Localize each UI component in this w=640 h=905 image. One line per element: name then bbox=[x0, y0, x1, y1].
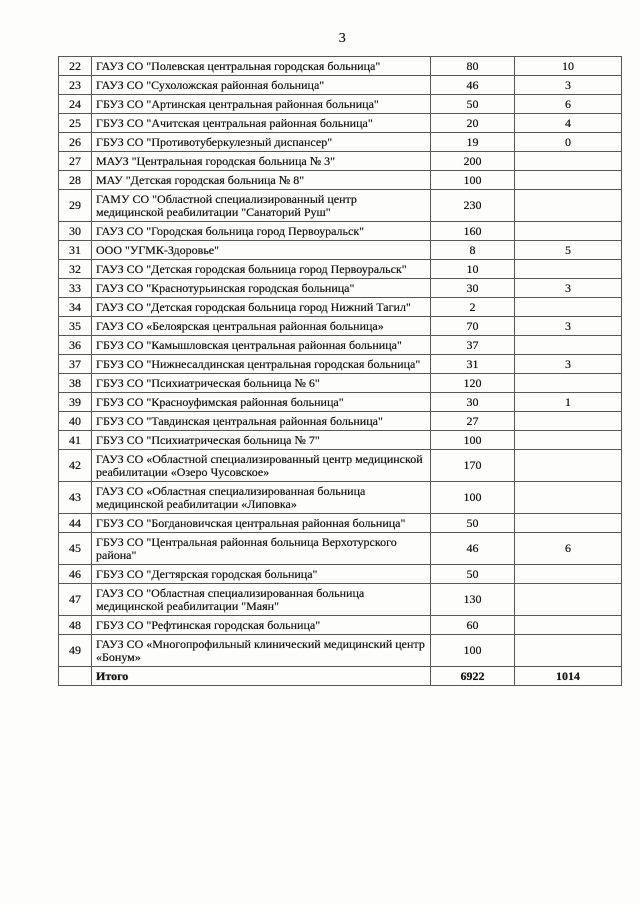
table-row bbox=[59, 76, 622, 95]
facility-name: ГБУЗ СО "Нижнесалдинская центральная городская больница" bbox=[92, 355, 431, 374]
page-number: 3 bbox=[338, 31, 347, 46]
table-row bbox=[59, 317, 622, 336]
table-row bbox=[59, 336, 622, 355]
value-col-1: 60 bbox=[431, 616, 515, 635]
value-col-1: 19 bbox=[431, 133, 515, 152]
table-row bbox=[59, 393, 622, 412]
facility-name: ГБУЗ СО "Противотуберкулезный диспансер" bbox=[92, 133, 431, 152]
value-col-2 bbox=[515, 222, 622, 241]
table-row bbox=[59, 584, 622, 616]
row-number: 29 bbox=[59, 190, 92, 222]
table-row bbox=[59, 152, 622, 171]
total-row bbox=[59, 667, 622, 686]
table-row bbox=[59, 279, 622, 298]
total-value-1: 6922 bbox=[431, 667, 515, 686]
facility-name: ГБУЗ СО "Дегтярская городская больница" bbox=[92, 565, 431, 584]
facility-name: ГБУЗ СО "Тавдинская центральная районная больница" bbox=[92, 412, 431, 431]
row-number: 27 bbox=[59, 152, 92, 171]
facility-name: ГБУЗ СО "Психиатрическая больница № 6" bbox=[92, 374, 431, 393]
table-row bbox=[59, 241, 622, 260]
value-col-1: 100 bbox=[431, 171, 515, 190]
facility-name: ГБУЗ СО "Ачитская центральная районная больница" bbox=[92, 114, 431, 133]
row-number: 37 bbox=[59, 355, 92, 374]
hospitals-table bbox=[58, 56, 622, 686]
row-number: 40 bbox=[59, 412, 92, 431]
row-number: 42 bbox=[59, 450, 92, 482]
row-number: 39 bbox=[59, 393, 92, 412]
row-number: 34 bbox=[59, 298, 92, 317]
row-number: 43 bbox=[59, 482, 92, 514]
row-number: 31 bbox=[59, 241, 92, 260]
value-col-1: 2 bbox=[431, 298, 515, 317]
row-number: 35 bbox=[59, 317, 92, 336]
value-col-2 bbox=[515, 616, 622, 635]
table-row bbox=[59, 190, 622, 222]
value-col-2: 3 bbox=[515, 76, 622, 95]
value-col-1: 160 bbox=[431, 222, 515, 241]
value-col-2 bbox=[515, 336, 622, 355]
value-col-1: 130 bbox=[431, 584, 515, 616]
facility-name: ГАУЗ СО "Краснотурьинская городская больница" bbox=[92, 279, 431, 298]
table-row bbox=[59, 514, 622, 533]
facility-name: ГБУЗ СО "Камышловская центральная районная больница" bbox=[92, 336, 431, 355]
row-number: 49 bbox=[59, 635, 92, 667]
value-col-2: 5 bbox=[515, 241, 622, 260]
table-row bbox=[59, 171, 622, 190]
row-number: 33 bbox=[59, 279, 92, 298]
facility-name: ГАУЗ СО «Областной специализированный центр медицинской реабилитации «Озеро Чусовское» bbox=[92, 450, 431, 482]
table-row bbox=[59, 565, 622, 584]
value-col-2: 4 bbox=[515, 114, 622, 133]
value-col-2: 6 bbox=[515, 95, 622, 114]
value-col-2 bbox=[515, 374, 622, 393]
facility-name: ГАУЗ СО «Многопрофильный клинический медицинский центр «Бонум» bbox=[92, 635, 431, 667]
facility-name: ГБУЗ СО "Рефтинская городская больница" bbox=[92, 616, 431, 635]
value-col-2 bbox=[515, 190, 622, 222]
value-col-2: 10 bbox=[515, 57, 622, 76]
facility-name: ГАУЗ СО «Областная специализированная больница медицинской реабилитации «Липовка» bbox=[92, 482, 431, 514]
value-col-2 bbox=[515, 152, 622, 171]
value-col-1: 200 bbox=[431, 152, 515, 171]
row-number: 32 bbox=[59, 260, 92, 279]
value-col-2: 3 bbox=[515, 317, 622, 336]
row-number: 22 bbox=[59, 57, 92, 76]
facility-name: ГБУЗ СО "Красноуфимская районная больница" bbox=[92, 393, 431, 412]
table-row bbox=[59, 57, 622, 76]
value-col-1: 100 bbox=[431, 635, 515, 667]
value-col-1: 30 bbox=[431, 393, 515, 412]
value-col-2: 0 bbox=[515, 133, 622, 152]
table-body bbox=[59, 57, 622, 686]
facility-name: ГАУЗ СО "Городская больница город Первоуральск" bbox=[92, 222, 431, 241]
table-row bbox=[59, 450, 622, 482]
facility-name: ГБУЗ СО "Центральная районная больница Верхотурского района" bbox=[92, 533, 431, 565]
value-col-2 bbox=[515, 584, 622, 616]
value-col-2 bbox=[515, 450, 622, 482]
value-col-2: 3 bbox=[515, 279, 622, 298]
value-col-1: 120 bbox=[431, 374, 515, 393]
value-col-2: 3 bbox=[515, 355, 622, 374]
facility-name: ООО "УГМК-Здоровье" bbox=[92, 241, 431, 260]
facility-name: ГАУЗ СО "Сухоложская районная больница" bbox=[92, 76, 431, 95]
facility-name: ГАУЗ СО "Детская городская больница город Первоуральск" bbox=[92, 260, 431, 279]
table-row bbox=[59, 355, 622, 374]
row-number: 25 bbox=[59, 114, 92, 133]
value-col-2 bbox=[515, 482, 622, 514]
table-row bbox=[59, 431, 622, 450]
row-number: 24 bbox=[59, 95, 92, 114]
value-col-1: 31 bbox=[431, 355, 515, 374]
row-number: 28 bbox=[59, 171, 92, 190]
value-col-1: 50 bbox=[431, 565, 515, 584]
row-number: 38 bbox=[59, 374, 92, 393]
table-row bbox=[59, 616, 622, 635]
value-col-1: 50 bbox=[431, 514, 515, 533]
value-col-1: 30 bbox=[431, 279, 515, 298]
value-col-1: 46 bbox=[431, 76, 515, 95]
table-row bbox=[59, 133, 622, 152]
total-row-number-empty bbox=[59, 667, 92, 686]
row-number: 23 bbox=[59, 76, 92, 95]
row-number: 36 bbox=[59, 336, 92, 355]
table-row bbox=[59, 412, 622, 431]
row-number: 45 bbox=[59, 533, 92, 565]
table-row bbox=[59, 260, 622, 279]
table-row bbox=[59, 222, 622, 241]
table-row bbox=[59, 635, 622, 667]
value-col-1: 230 bbox=[431, 190, 515, 222]
value-col-1: 50 bbox=[431, 95, 515, 114]
value-col-1: 70 bbox=[431, 317, 515, 336]
value-col-1: 100 bbox=[431, 482, 515, 514]
row-number: 46 bbox=[59, 565, 92, 584]
value-col-2 bbox=[515, 565, 622, 584]
facility-name: ГБУЗ СО "Артинская центральная районная больница" bbox=[92, 95, 431, 114]
value-col-1: 80 bbox=[431, 57, 515, 76]
table-row bbox=[59, 114, 622, 133]
facility-name: ГАУЗ СО "Полевская центральная городская больница" bbox=[92, 57, 431, 76]
row-number: 44 bbox=[59, 514, 92, 533]
total-label: Итого bbox=[92, 667, 431, 686]
value-col-1: 170 bbox=[431, 450, 515, 482]
value-col-2: 1 bbox=[515, 393, 622, 412]
facility-name: МАУ "Детская городская больница № 8" bbox=[92, 171, 431, 190]
row-number: 41 bbox=[59, 431, 92, 450]
table-row bbox=[59, 95, 622, 114]
table-row bbox=[59, 482, 622, 514]
table-row bbox=[59, 374, 622, 393]
facility-name: МАУЗ "Центральная городская больница № 3" bbox=[92, 152, 431, 171]
value-col-2 bbox=[515, 412, 622, 431]
value-col-2 bbox=[515, 171, 622, 190]
value-col-2 bbox=[515, 260, 622, 279]
table-row bbox=[59, 298, 622, 317]
row-number: 48 bbox=[59, 616, 92, 635]
row-number: 47 bbox=[59, 584, 92, 616]
facility-name: ГБУЗ СО "Богдановичская центральная районная больница" bbox=[92, 514, 431, 533]
value-col-2 bbox=[515, 635, 622, 667]
facility-name: ГАУЗ СО "Областная специализированная больница медицинской реабилитации "Маян" bbox=[92, 584, 431, 616]
row-number: 30 bbox=[59, 222, 92, 241]
facility-name: ГАУЗ СО «Белоярская центральная районная больница» bbox=[92, 317, 431, 336]
value-col-1: 37 bbox=[431, 336, 515, 355]
value-col-2 bbox=[515, 431, 622, 450]
table-row bbox=[59, 533, 622, 565]
value-col-1: 27 bbox=[431, 412, 515, 431]
value-col-1: 8 bbox=[431, 241, 515, 260]
value-col-1: 20 bbox=[431, 114, 515, 133]
value-col-1: 100 bbox=[431, 431, 515, 450]
value-col-1: 10 bbox=[431, 260, 515, 279]
value-col-2 bbox=[515, 514, 622, 533]
row-number: 26 bbox=[59, 133, 92, 152]
facility-name: ГАМУ СО "Областной специализированный центр медицинской реабилитации "Санаторий Руш" bbox=[92, 190, 431, 222]
value-col-2: 6 bbox=[515, 533, 622, 565]
value-col-2 bbox=[515, 298, 622, 317]
total-value-2: 1014 bbox=[515, 667, 622, 686]
facility-name: ГБУЗ СО "Психиатрическая больница № 7" bbox=[92, 431, 431, 450]
facility-name: ГАУЗ СО "Детская городская больница город Нижний Тагил" bbox=[92, 298, 431, 317]
value-col-1: 46 bbox=[431, 533, 515, 565]
